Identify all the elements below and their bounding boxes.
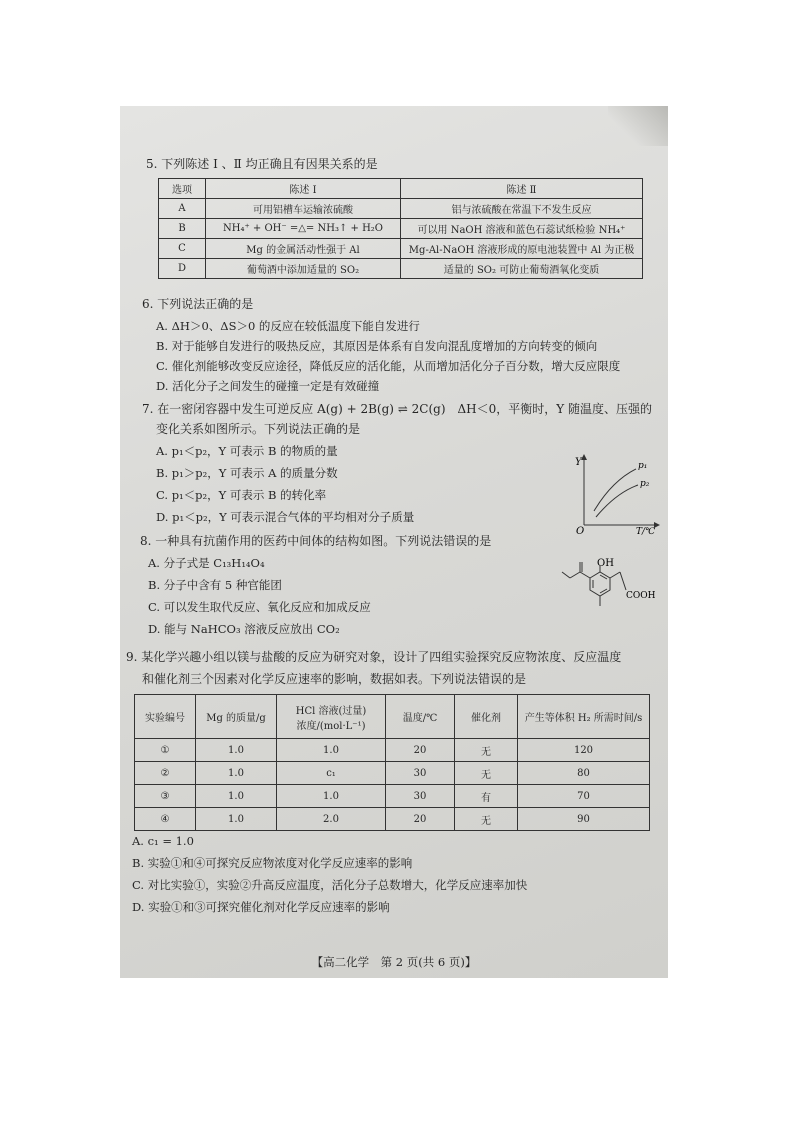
table-cell: 无 (455, 762, 518, 785)
table-cell: ① (135, 739, 196, 762)
table-row (159, 259, 643, 279)
q8-option-d: D. 能与 NaHCO₃ 溶液反应放出 CO₂ (148, 622, 340, 636)
table-cell: 70 (518, 785, 650, 808)
table-row (135, 739, 650, 762)
q9-table (134, 694, 650, 831)
p2-label: p₂ (640, 479, 650, 489)
p1-label: p₁ (638, 461, 648, 471)
curve-p1 (594, 469, 636, 511)
exam-page (120, 106, 668, 978)
q5-header-s1: 陈述 Ⅰ (206, 179, 401, 199)
q6-option-a: A. ΔH＞0、ΔS＞0 的反应在较低温度下能自发进行 (156, 319, 420, 333)
q9-header-hcl-line2: 浓度/(mol·L⁻¹) (296, 720, 366, 732)
table-row (159, 199, 643, 219)
q8-option-c: C. 可以发生取代反应、氧化反应和加成反应 (148, 600, 371, 614)
table-cell: 铝与浓硫酸在常温下不发生反应 (401, 199, 643, 219)
q9-header-hcl (277, 695, 386, 739)
table-cell: 80 (518, 762, 650, 785)
q8-option-a: A. 分子式是 C₁₃H₁₄O₄ (148, 556, 265, 570)
q5-stem: 5. 下列陈述 Ⅰ 、Ⅱ 均正确且有因果关系的是 (146, 157, 378, 171)
page-footer: 【高二化学 第 2 页(共 6 页)】 (311, 955, 477, 969)
q7-option-d: D. p₁＜p₂，Y 可表示混合气体的平均相对分子质量 (156, 510, 415, 524)
y-axis-label: Y (575, 457, 582, 468)
table-row (135, 762, 650, 785)
table-cell: 有 (455, 785, 518, 808)
y-axis-arrow (581, 454, 587, 460)
q9-option-a: A. c₁ = 1.0 (132, 834, 194, 848)
table-cell: 1.0 (196, 739, 277, 762)
curve-p2 (596, 485, 638, 517)
q9-header-temp: 温度/℃ (386, 695, 455, 739)
q9-stem-line2: 和催化剂三个因素对化学反应速率的影响，数据如表。下列说法错误的是 (142, 672, 527, 686)
q8-option-b: B. 分子中含有 5 种官能团 (148, 578, 282, 592)
q5-table (158, 178, 643, 279)
table-cell: C (159, 239, 206, 259)
q9-stem-line1: 9. 某化学兴趣小组以镁与盐酸的反应为研究对象，设计了四组实验探究反应物浓度、反应温度 (126, 650, 622, 664)
q6-option-d: D. 活化分子之间发生的碰撞一定是有效碰撞 (156, 379, 380, 393)
q9-header-id: 实验编号 (135, 695, 196, 739)
table-cell: ② (135, 762, 196, 785)
table-cell: 无 (455, 808, 518, 831)
table-row (159, 219, 643, 239)
table-cell: NH₄⁺ + OH⁻ =△= NH₃↑ + H₂O (206, 219, 401, 239)
q7-option-b: B. p₁＞p₂，Y 可表示 A 的质量分数 (156, 466, 338, 480)
q9-header-catalyst: 催化剂 (455, 695, 518, 739)
q7-stem-line2: 变化关系如图所示。下列说法正确的是 (156, 422, 361, 436)
x-axis-label: T/℃ (636, 527, 656, 535)
q5-header-s2: 陈述 Ⅱ (401, 179, 643, 199)
table-cell: 20 (386, 808, 455, 831)
table-cell: 1.0 (196, 785, 277, 808)
table-cell: 1.0 (196, 808, 277, 831)
table-cell: ③ (135, 785, 196, 808)
table-cell: 120 (518, 739, 650, 762)
q9-header-mass: Mg 的质量/g (196, 695, 277, 739)
table-cell: 1.0 (277, 739, 386, 762)
q7-stem-line1: 7. 在一密闭容器中发生可逆反应 A(g) + 2B(g) ⇌ 2C(g) ΔH＜0，平衡时，Y 随温度、压强的 (142, 402, 653, 416)
table-cell: Mg-Al-NaOH 溶液形成的原电池装置中 Al 为正极 (401, 239, 643, 259)
table-cell: 可以用 NaOH 溶液和蓝色石蕊试纸检验 NH₄⁺ (401, 219, 643, 239)
page-shadow (608, 106, 668, 146)
table-cell: 30 (386, 785, 455, 808)
table-cell: ④ (135, 808, 196, 831)
table-cell: D (159, 259, 206, 279)
q7-graph (572, 451, 664, 535)
q6-option-c: C. 催化剂能够改变反应途径，降低反应的活化能，从而增加活化分子百分数，增大反应限度 (156, 359, 621, 373)
table-cell: 90 (518, 808, 650, 831)
q9-header-hcl-line1: HCl 溶液(过量) (295, 705, 367, 717)
q9-option-b: B. 实验①和④可探究反应物浓度对化学反应速率的影响 (132, 856, 413, 870)
table-cell: 1.0 (277, 785, 386, 808)
q9-option-d: D. 实验①和③可探究催化剂对化学反应速率的影响 (132, 900, 390, 914)
table-cell: c₁ (277, 762, 386, 785)
q9-option-c: C. 对比实验①，实验②升高反应温度，活化分子总数增大，化学反应速率加快 (132, 878, 528, 892)
q5-header-option: 选项 (159, 179, 206, 199)
table-cell: 1.0 (196, 762, 277, 785)
table-cell: B (159, 219, 206, 239)
table-cell: A (159, 199, 206, 219)
table-cell: 无 (455, 739, 518, 762)
table-row (159, 239, 643, 259)
q7-option-a: A. p₁＜p₂，Y 可表示 B 的物质的量 (156, 444, 338, 458)
q6-stem: 6. 下列说法正确的是 (142, 297, 254, 311)
oh-label: OH (597, 558, 614, 569)
q6-option-b: B. 对于能够自发进行的吸热反应，其原因是体系有自发向混乱度增加的方向转变的倾向 (156, 339, 598, 353)
table-cell: 30 (386, 762, 455, 785)
table-cell: Mg 的金属活动性强于 Al (206, 239, 401, 259)
table-cell: 20 (386, 739, 455, 762)
table-cell: 2.0 (277, 808, 386, 831)
table-cell: 可用铝槽车运输浓硫酸 (206, 199, 401, 219)
cooh-label: COOH (626, 591, 656, 601)
q9-header-time: 产生等体积 H₂ 所需时间/s (518, 695, 650, 739)
q8-structure (556, 558, 656, 620)
q8-stem: 8. 一种具有抗菌作用的医药中间体的结构如图。下列说法错误的是 (140, 534, 492, 548)
table-row (135, 808, 650, 831)
table-cell: 适量的 SO₂ 可防止葡萄酒氧化变质 (401, 259, 643, 279)
table-row (135, 785, 650, 808)
q7-option-c: C. p₁＜p₂，Y 可表示 B 的转化率 (156, 488, 327, 502)
table-cell: 葡萄酒中添加适量的 SO₂ (206, 259, 401, 279)
origin-label: O (576, 526, 585, 535)
